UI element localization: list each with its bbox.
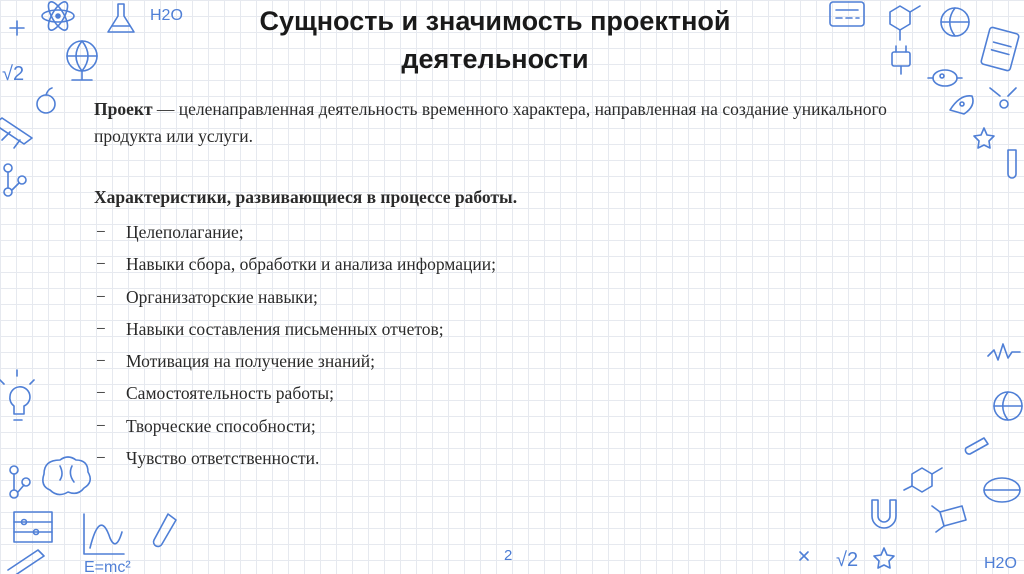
test-tube-icon — [1008, 150, 1016, 178]
list-item-text: Творческие способности; — [126, 415, 316, 436]
slide-title: Сущность и значимость проектной деятельности — [259, 6, 731, 74]
test-tube-icon — [154, 514, 176, 546]
list-item-text: Навыки сбора, обработки и анализа информации; — [126, 254, 496, 275]
list-item-text: Целеполагание; — [126, 222, 244, 242]
globe-icon — [984, 478, 1020, 502]
globe-icon — [67, 41, 97, 80]
definition-text: — целенаправленная деятельность временного характера, направленная на создание уникального продукта или услуги. — [94, 99, 887, 146]
list-item-text: Мотивация на получение знаний; — [126, 351, 375, 372]
characteristics-heading: Характеристики, развивающиеся в процессе работы. — [94, 187, 518, 207]
rocket-icon — [0, 118, 32, 148]
globe-icon — [994, 392, 1022, 420]
plug-icon — [892, 46, 910, 74]
cross-icon — [10, 21, 24, 35]
bullet-dash: − — [96, 383, 106, 403]
bullet-dash: − — [96, 318, 106, 338]
wave-icon — [988, 344, 1020, 360]
star-icon — [974, 128, 994, 148]
bullet-dash: − — [96, 254, 106, 274]
list-item — [94, 345, 496, 377]
sqrt2-formula: √2 — [836, 549, 859, 571]
rocket-icon — [932, 506, 966, 532]
characteristics-list — [94, 216, 496, 474]
project-definition — [94, 96, 954, 150]
calculator-icon — [830, 2, 864, 26]
globe-icon — [941, 8, 969, 36]
bullet-dash: − — [96, 415, 106, 435]
hexagon-molecule-icon — [890, 6, 920, 40]
list-item-text: Навыки составления письменных отчетов; — [126, 318, 444, 339]
bullet-dash: − — [96, 351, 106, 371]
e-mc2-formula: E=mc² — [84, 559, 131, 574]
list-item — [94, 216, 496, 248]
molecule-icon — [990, 88, 1016, 108]
magnet-icon — [872, 500, 896, 528]
list-item-text: Организаторские навыки; — [126, 286, 318, 307]
molecule-icon — [4, 164, 26, 196]
h2o-formula: H2O — [150, 7, 183, 24]
abacus-icon — [14, 512, 52, 542]
bullet-dash: − — [96, 286, 106, 306]
hexagon-molecule-icon — [904, 468, 942, 492]
page-number: 2 — [504, 547, 513, 564]
h2o-formula: H2O — [984, 555, 1017, 572]
apple-icon — [37, 88, 55, 113]
list-item — [94, 313, 496, 345]
list-item — [94, 410, 496, 442]
flask-icon — [108, 4, 134, 32]
bullet-dash: − — [96, 222, 106, 241]
list-item — [94, 442, 496, 474]
bullet-dash: − — [96, 448, 106, 468]
pencil-icon — [8, 550, 44, 574]
cross-icon — [800, 552, 808, 560]
book-icon — [981, 27, 1020, 71]
list-item — [94, 377, 496, 409]
lightbulb-icon — [0, 370, 34, 420]
star-icon — [874, 548, 894, 568]
atom-icon — [42, 0, 74, 33]
definition-term: Проект — [94, 99, 153, 119]
graph-icon — [84, 514, 124, 554]
list-item — [94, 248, 496, 280]
list-item — [94, 281, 496, 313]
list-item-text: Самостоятельность работы; — [126, 383, 335, 404]
microbe-icon — [928, 70, 962, 86]
brain-icon — [43, 457, 90, 495]
test-tube-icon — [965, 438, 988, 454]
list-item-text: Чувство ответственности. — [126, 448, 320, 469]
molecule-icon — [10, 466, 30, 498]
sqrt2-formula: √2 — [2, 63, 25, 85]
